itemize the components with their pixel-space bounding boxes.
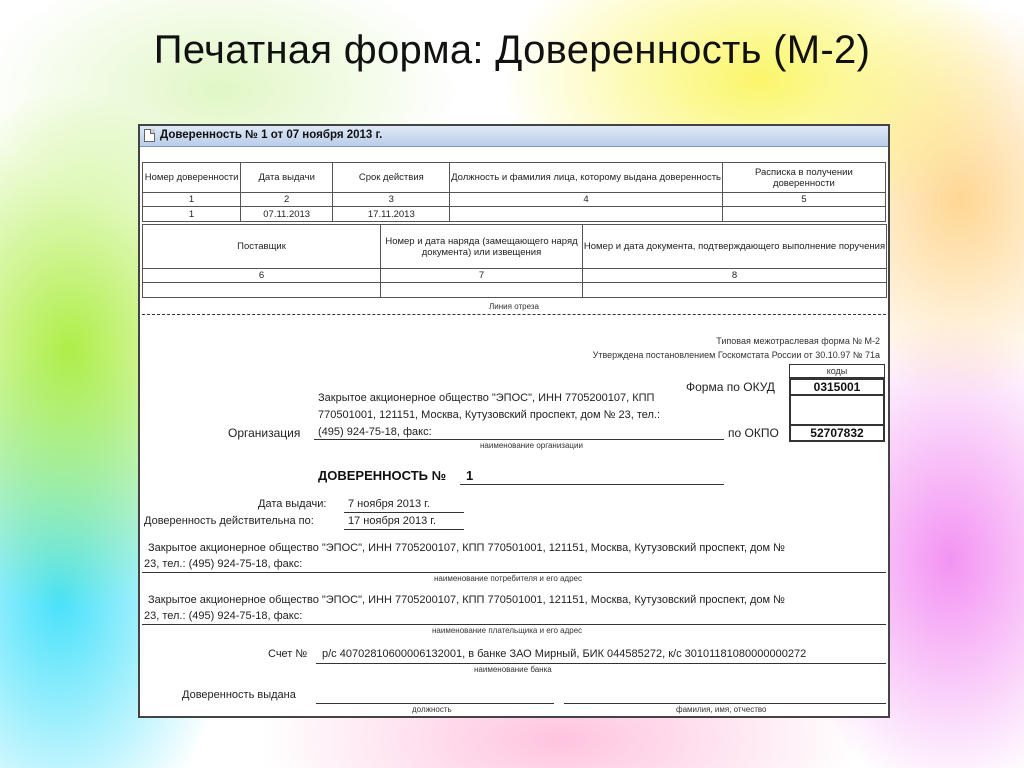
consumer-caption: наименование потребителя и его адрес bbox=[434, 574, 582, 583]
table-header-row bbox=[143, 163, 886, 193]
document-window bbox=[138, 124, 890, 718]
header-validity: Срок действия bbox=[333, 163, 450, 193]
col-number: 7 bbox=[381, 269, 583, 283]
account-label: Счет № bbox=[268, 648, 308, 660]
organization-line-1: Закрытое акционерное общество "ЭПОС", ИНН 7705200107, КПП bbox=[318, 392, 655, 404]
valid-until-value: 17 ноября 2013 г. bbox=[348, 515, 436, 527]
cut-line bbox=[142, 314, 886, 315]
okpo-value: 52707832 bbox=[810, 426, 864, 440]
header-receipt: Расписка в получении доверенности bbox=[722, 163, 885, 193]
valid-until-label: Доверенность действительна по: bbox=[144, 515, 314, 527]
counterfoil-table bbox=[142, 162, 886, 222]
header-person: Должность и фамилия лица, которому выдана доверенность bbox=[450, 163, 722, 193]
slide-title: Печатная форма: Доверенность (М-2) bbox=[153, 28, 871, 72]
counterfoil-table-2 bbox=[142, 224, 887, 298]
issued-to-name-line bbox=[564, 703, 886, 704]
table-cell bbox=[381, 283, 583, 298]
organization-line-3: (495) 924-75-18, факс: bbox=[318, 426, 432, 438]
power-number-underline bbox=[460, 484, 724, 485]
column-number-row bbox=[143, 193, 886, 207]
consumer-underline bbox=[142, 572, 886, 573]
power-number: 1 bbox=[466, 468, 474, 483]
payer-line-1: Закрытое акционерное общество "ЭПОС", ИНН 7705200107, КПП 770501001, 121151, Москва, Кутузовский проспект, дом № bbox=[148, 594, 785, 606]
table-row bbox=[143, 207, 886, 222]
valid-until-underline bbox=[344, 529, 464, 530]
account-underline bbox=[316, 663, 886, 664]
table-cell bbox=[583, 283, 887, 298]
table-cell bbox=[722, 207, 885, 222]
organization-label: Организация bbox=[228, 426, 301, 440]
header-order: Номер и дата наряда (замещающего наряд документа) или извещения bbox=[381, 225, 583, 269]
codes-label: коды bbox=[826, 366, 848, 376]
header-supplier: Поставщик bbox=[143, 225, 381, 269]
issued-to-label: Доверенность выдана bbox=[182, 689, 296, 701]
issued-to-position-caption: должность bbox=[412, 705, 452, 714]
issue-date-underline bbox=[344, 512, 464, 513]
okpo-label: по ОКПО bbox=[728, 426, 779, 440]
issue-date-label: Дата выдачи: bbox=[258, 498, 327, 510]
table-cell: 1 bbox=[143, 207, 241, 222]
consumer-line-2: 23, тел.: (495) 924-75-18, факс: bbox=[144, 558, 303, 570]
header-confirmation: Номер и дата документа, подтверждающего выполнение поручения bbox=[583, 225, 887, 269]
organization-caption: наименование организации bbox=[480, 441, 583, 450]
okud-value: 0315001 bbox=[813, 380, 861, 394]
okpo-box bbox=[789, 424, 885, 442]
column-number-row bbox=[143, 269, 887, 283]
document-title-bar bbox=[140, 126, 888, 147]
col-number: 6 bbox=[143, 269, 381, 283]
col-number: 8 bbox=[583, 269, 887, 283]
issued-to-name-caption: фамилия, имя, отчество bbox=[676, 705, 767, 714]
organization-line-2: 770501001, 121151, Москва, Кутузовский проспект, дом № 23, тел.: bbox=[318, 409, 661, 421]
consumer-line-1: Закрытое акционерное общество "ЭПОС", ИНН 7705200107, КПП 770501001, 121151, Москва, Кутузовский проспект, дом № bbox=[148, 542, 785, 554]
form-approved-line: Утверждена постановлением Госкомстата России от 30.10.97 № 71а bbox=[592, 350, 880, 360]
header-number: Номер доверенности bbox=[143, 163, 241, 193]
codes-empty-box bbox=[789, 396, 885, 424]
power-title: ДОВЕРЕННОСТЬ № bbox=[318, 468, 447, 483]
col-number: 4 bbox=[450, 193, 722, 207]
payer-caption: наименование плательщика и его адрес bbox=[432, 626, 583, 635]
cut-line-label: Линия отреза bbox=[489, 302, 539, 311]
table-cell bbox=[143, 283, 381, 298]
col-number: 1 bbox=[143, 193, 241, 207]
table-cell: 07.11.2013 bbox=[241, 207, 333, 222]
document-icon bbox=[144, 129, 155, 142]
okud-label: Форма по ОКУД bbox=[686, 380, 775, 394]
okud-box bbox=[789, 378, 885, 396]
col-number: 2 bbox=[241, 193, 333, 207]
organization-underline bbox=[314, 439, 724, 440]
header-issue-date: Дата выдачи bbox=[241, 163, 333, 193]
payer-line-2: 23, тел.: (495) 924-75-18, факс: bbox=[144, 610, 303, 622]
table-cell: 17.11.2013 bbox=[333, 207, 450, 222]
table-header-row bbox=[143, 225, 887, 269]
issue-date-value: 7 ноября 2013 г. bbox=[348, 498, 430, 510]
document-title: Доверенность № 1 от 07 ноября 2013 г. bbox=[160, 129, 383, 141]
col-number: 5 bbox=[722, 193, 885, 207]
col-number: 3 bbox=[333, 193, 450, 207]
codes-header-box bbox=[789, 364, 885, 378]
payer-underline bbox=[142, 624, 886, 625]
table-cell bbox=[450, 207, 722, 222]
form-type-line: Типовая межотраслевая форма № М-2 bbox=[716, 336, 880, 346]
account-value: р/с 40702810600006132001, в банке ЗАО Мирный, БИК 044585272, к/с 30101181080000000272 bbox=[322, 648, 807, 660]
table-row bbox=[143, 283, 887, 298]
issued-to-position-line bbox=[316, 703, 554, 704]
account-caption: наименование банка bbox=[474, 665, 552, 674]
